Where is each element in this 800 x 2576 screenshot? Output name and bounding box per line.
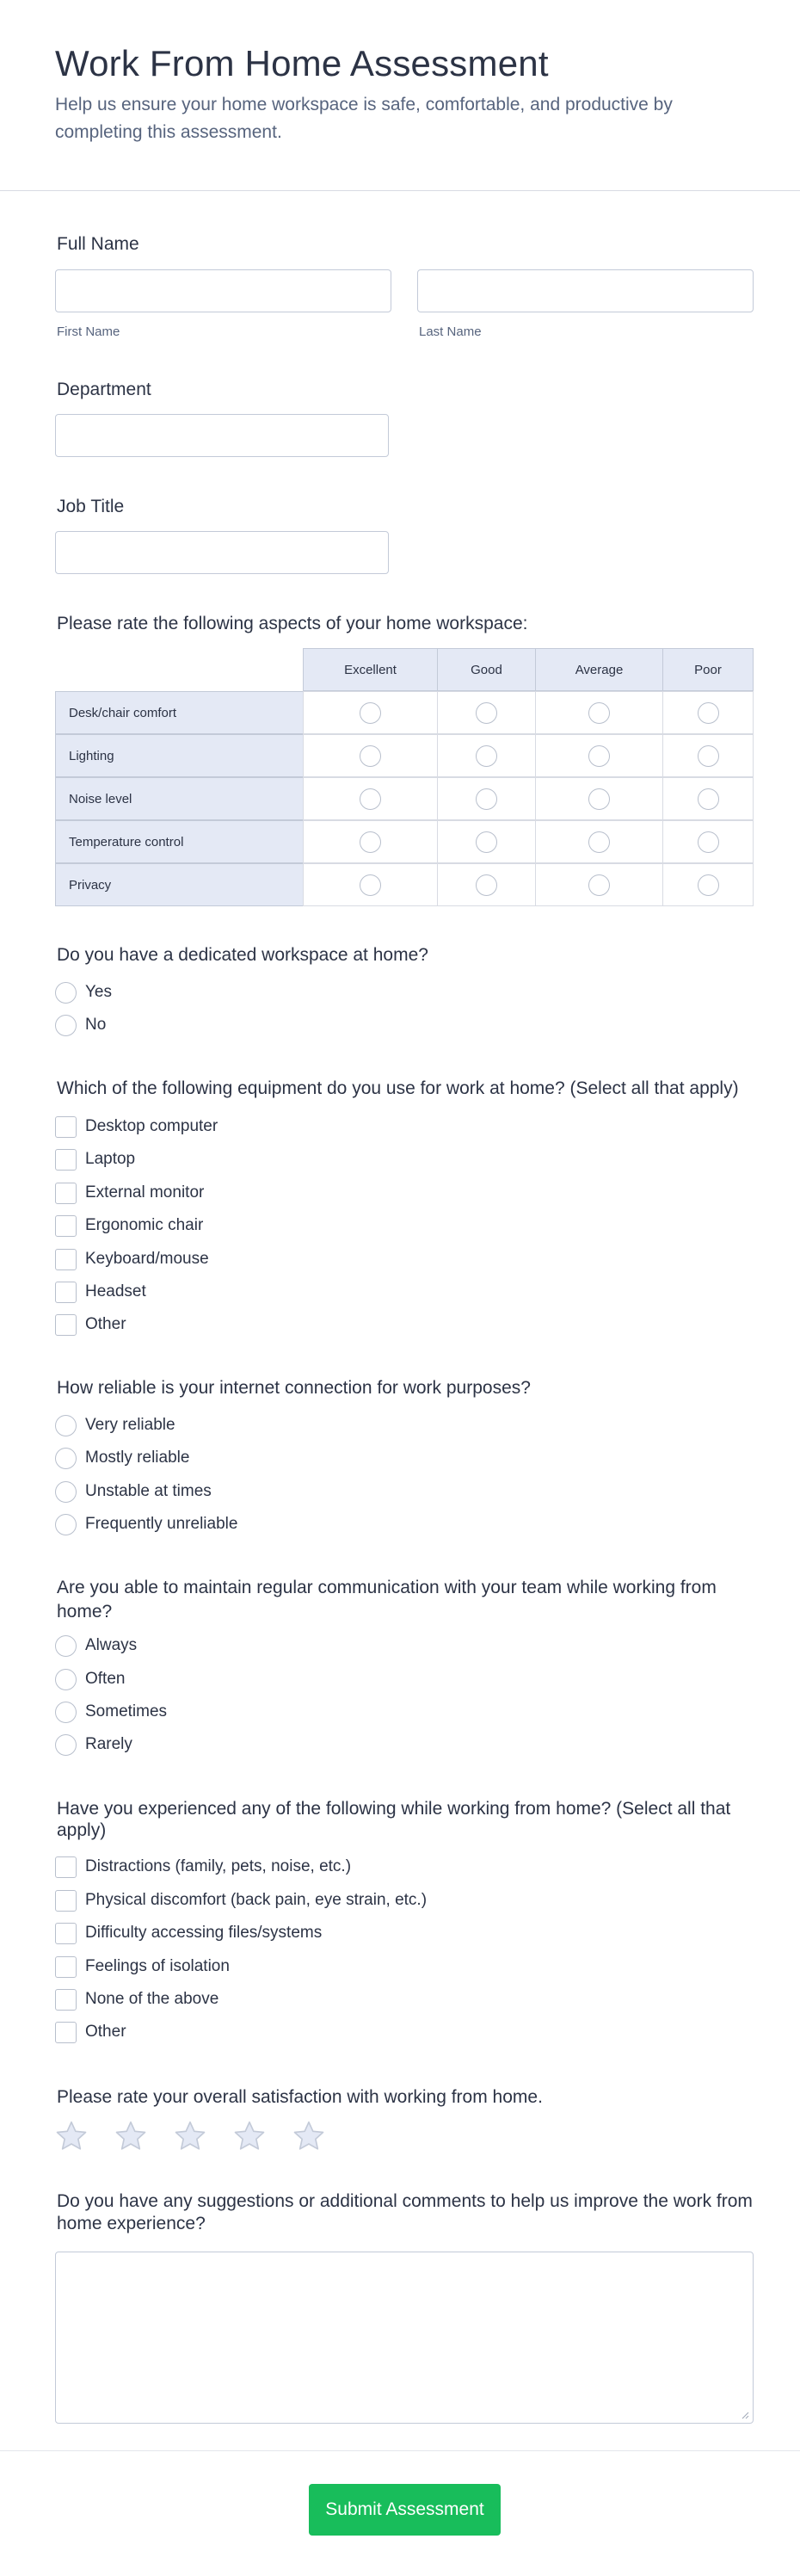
matrix-cell	[437, 863, 536, 906]
dedicated-workspace-label: Do you have a dedicated workspace at home?	[57, 945, 428, 965]
last-name-sublabel: Last Name	[419, 324, 482, 339]
submit-button[interactable]: Submit Assessment	[309, 2484, 501, 2536]
option-label: No	[85, 1016, 107, 1034]
communication-label: Are you able to maintain regular communication with your team while working from home?	[57, 1578, 717, 1622]
matrix-col-poor: Poor	[662, 648, 754, 691]
option-label: None of the above	[85, 1990, 219, 2008]
option-distractions[interactable]	[55, 1855, 351, 1879]
footer-divider	[0, 2450, 800, 2451]
option-headset[interactable]	[55, 1280, 146, 1304]
last-name-input[interactable]	[417, 269, 754, 312]
matrix-label: Please rate the following aspects of your home workspace:	[57, 614, 528, 633]
checkbox[interactable]	[55, 1215, 77, 1237]
star-icon[interactable]	[172, 2119, 208, 2153]
matrix-radio[interactable]	[698, 702, 719, 724]
star-icon[interactable]	[291, 2119, 327, 2153]
first-name-sublabel: First Name	[57, 324, 120, 339]
option-label: Keyboard/mouse	[85, 1250, 209, 1268]
radio-button[interactable]	[55, 1635, 77, 1657]
option-unstable[interactable]	[55, 1480, 212, 1504]
matrix-cell	[437, 820, 536, 863]
matrix-cell	[662, 820, 754, 863]
matrix-radio[interactable]	[588, 745, 610, 767]
checkbox[interactable]	[55, 1314, 77, 1336]
star-icon[interactable]	[53, 2119, 89, 2153]
option-label: Feelings of isolation	[85, 1957, 230, 1975]
option-other-equipment[interactable]	[55, 1313, 126, 1337]
matrix-radio[interactable]	[588, 874, 610, 896]
option-label: Yes	[85, 983, 112, 1001]
job-title-label: Job Title	[57, 497, 125, 516]
checkbox[interactable]	[55, 1923, 77, 1944]
option-ergonomic-chair[interactable]	[55, 1214, 203, 1238]
radio-button[interactable]	[55, 1669, 77, 1690]
matrix-row-lighting: Lighting	[55, 734, 304, 777]
option-sometimes[interactable]	[55, 1700, 167, 1724]
option-other-experience[interactable]	[55, 2020, 126, 2044]
option-label: Headset	[85, 1282, 146, 1300]
radio-button[interactable]	[55, 1415, 77, 1436]
radio-button[interactable]	[55, 1448, 77, 1469]
checkbox[interactable]	[55, 1890, 77, 1912]
matrix-cell	[437, 691, 536, 734]
matrix-cell	[535, 734, 663, 777]
matrix-cell	[303, 863, 438, 906]
matrix-row-privacy: Privacy	[55, 863, 304, 906]
matrix-radio[interactable]	[588, 831, 610, 853]
matrix-radio[interactable]	[476, 745, 497, 767]
matrix-cell	[662, 691, 754, 734]
option-label: Desktop computer	[85, 1117, 218, 1135]
option-yes[interactable]	[55, 980, 112, 1004]
rating-matrix	[55, 648, 754, 906]
matrix-cell	[662, 863, 754, 906]
option-frequently-unreliable[interactable]	[55, 1512, 237, 1536]
form-description: Help us ensure your home workspace is safe, comfortable, and productive by completing this assessment.	[55, 95, 673, 142]
option-label: Physical discomfort (back pain, eye strain, etc.)	[85, 1891, 428, 1909]
option-keyboard-mouse[interactable]	[55, 1247, 209, 1271]
option-always[interactable]	[55, 1634, 137, 1658]
matrix-radio[interactable]	[360, 874, 381, 896]
option-rarely[interactable]	[55, 1733, 132, 1757]
matrix-radio[interactable]	[360, 831, 381, 853]
matrix-radio[interactable]	[360, 702, 381, 724]
matrix-radio[interactable]	[588, 702, 610, 724]
star-icon[interactable]	[231, 2119, 268, 2153]
matrix-cell	[303, 820, 438, 863]
matrix-cell	[535, 863, 663, 906]
satisfaction-label: Please rate your overall satisfaction with working from home.	[57, 2087, 543, 2107]
option-no[interactable]	[55, 1013, 106, 1037]
option-very-reliable[interactable]	[55, 1413, 175, 1437]
option-physical-discomfort[interactable]	[55, 1888, 427, 1912]
full-name-label: Full Name	[57, 234, 139, 254]
checkbox[interactable]	[55, 1183, 77, 1204]
option-mostly-reliable[interactable]	[55, 1446, 189, 1470]
matrix-cell	[303, 777, 438, 820]
matrix-radio[interactable]	[476, 702, 497, 724]
checkbox[interactable]	[55, 1149, 77, 1171]
equipment-label: Which of the following equipment do you use for work at home? (Select all that apply)	[57, 1078, 739, 1098]
department-input[interactable]	[55, 414, 389, 457]
option-label: Other	[85, 1315, 126, 1333]
job-title-input[interactable]	[55, 531, 389, 574]
option-label: Often	[85, 1670, 126, 1688]
first-name-input[interactable]	[55, 269, 391, 312]
checkbox[interactable]	[55, 1989, 77, 2011]
radio-button[interactable]	[55, 1514, 77, 1535]
matrix-radio[interactable]	[698, 745, 719, 767]
matrix-cell	[303, 734, 438, 777]
option-isolation[interactable]	[55, 1955, 230, 1979]
matrix-radio[interactable]	[360, 745, 381, 767]
option-label: Ergonomic chair	[85, 1216, 204, 1234]
matrix-radio[interactable]	[698, 874, 719, 896]
option-none[interactable]	[55, 1987, 218, 2011]
form-header	[0, 0, 800, 191]
checkbox[interactable]	[55, 1116, 77, 1138]
matrix-cell	[535, 691, 663, 734]
option-label: External monitor	[85, 1183, 205, 1202]
checkbox[interactable]	[55, 2022, 77, 2043]
matrix-col-average: Average	[535, 648, 663, 691]
matrix-cell	[662, 777, 754, 820]
matrix-cell	[437, 777, 536, 820]
option-label: Always	[85, 1636, 138, 1654]
matrix-cell	[535, 777, 663, 820]
matrix-row-desk-chair: Desk/chair comfort	[55, 691, 304, 734]
matrix-row-temperature: Temperature control	[55, 820, 304, 863]
star-icon[interactable]	[113, 2119, 149, 2153]
suggestions-label: Do you have any suggestions or additional comments to help us improve the work from home experience?	[57, 2191, 753, 2233]
experienced-label: Have you experienced any of the following while working from home? (Select all that apply)	[57, 1799, 731, 1840]
department-label: Department	[57, 380, 151, 399]
option-label: Laptop	[85, 1150, 136, 1168]
matrix-cell	[437, 734, 536, 777]
checkbox[interactable]	[55, 1856, 77, 1878]
form-title: Work From Home Assessment	[55, 43, 549, 83]
option-label: Other	[85, 2023, 126, 2041]
option-label: Difficulty accessing files/systems	[85, 1924, 323, 1942]
matrix-cell	[303, 691, 438, 734]
matrix-col-good: Good	[437, 648, 536, 691]
checkbox[interactable]	[55, 1956, 77, 1978]
radio-button[interactable]	[55, 1481, 77, 1503]
option-difficulty-accessing[interactable]	[55, 1921, 322, 1945]
matrix-radio[interactable]	[360, 788, 381, 810]
matrix-radio[interactable]	[698, 831, 719, 853]
option-label: Distractions (family, pets, noise, etc.)	[85, 1857, 352, 1875]
internet-label: How reliable is your internet connection for work purposes?	[57, 1378, 531, 1398]
matrix-radio[interactable]	[476, 788, 497, 810]
option-often[interactable]	[55, 1667, 125, 1691]
option-label: Very reliable	[85, 1416, 175, 1434]
option-laptop[interactable]	[55, 1147, 135, 1171]
suggestions-textarea[interactable]	[55, 2252, 754, 2424]
option-label: Mostly reliable	[85, 1449, 190, 1467]
matrix-col-excellent: Excellent	[303, 648, 438, 691]
matrix-radio[interactable]	[588, 788, 610, 810]
matrix-cell	[662, 734, 754, 777]
radio-button[interactable]	[55, 1015, 77, 1036]
checkbox[interactable]	[55, 1249, 77, 1270]
matrix-cell	[535, 820, 663, 863]
radio-button[interactable]	[55, 982, 77, 1004]
matrix-radio[interactable]	[698, 788, 719, 810]
option-desktop-computer[interactable]	[55, 1115, 218, 1139]
radio-button[interactable]	[55, 1734, 77, 1756]
option-label: Rarely	[85, 1735, 132, 1753]
matrix-radio[interactable]	[476, 874, 497, 896]
option-label: Sometimes	[85, 1702, 168, 1720]
option-label: Frequently unreliable	[85, 1515, 238, 1533]
resize-grip-icon[interactable]	[739, 2409, 749, 2419]
option-external-monitor[interactable]	[55, 1181, 204, 1205]
option-label: Unstable at times	[85, 1482, 212, 1500]
radio-button[interactable]	[55, 1702, 77, 1723]
checkbox[interactable]	[55, 1282, 77, 1303]
matrix-radio[interactable]	[476, 831, 497, 853]
matrix-row-noise: Noise level	[55, 777, 304, 820]
